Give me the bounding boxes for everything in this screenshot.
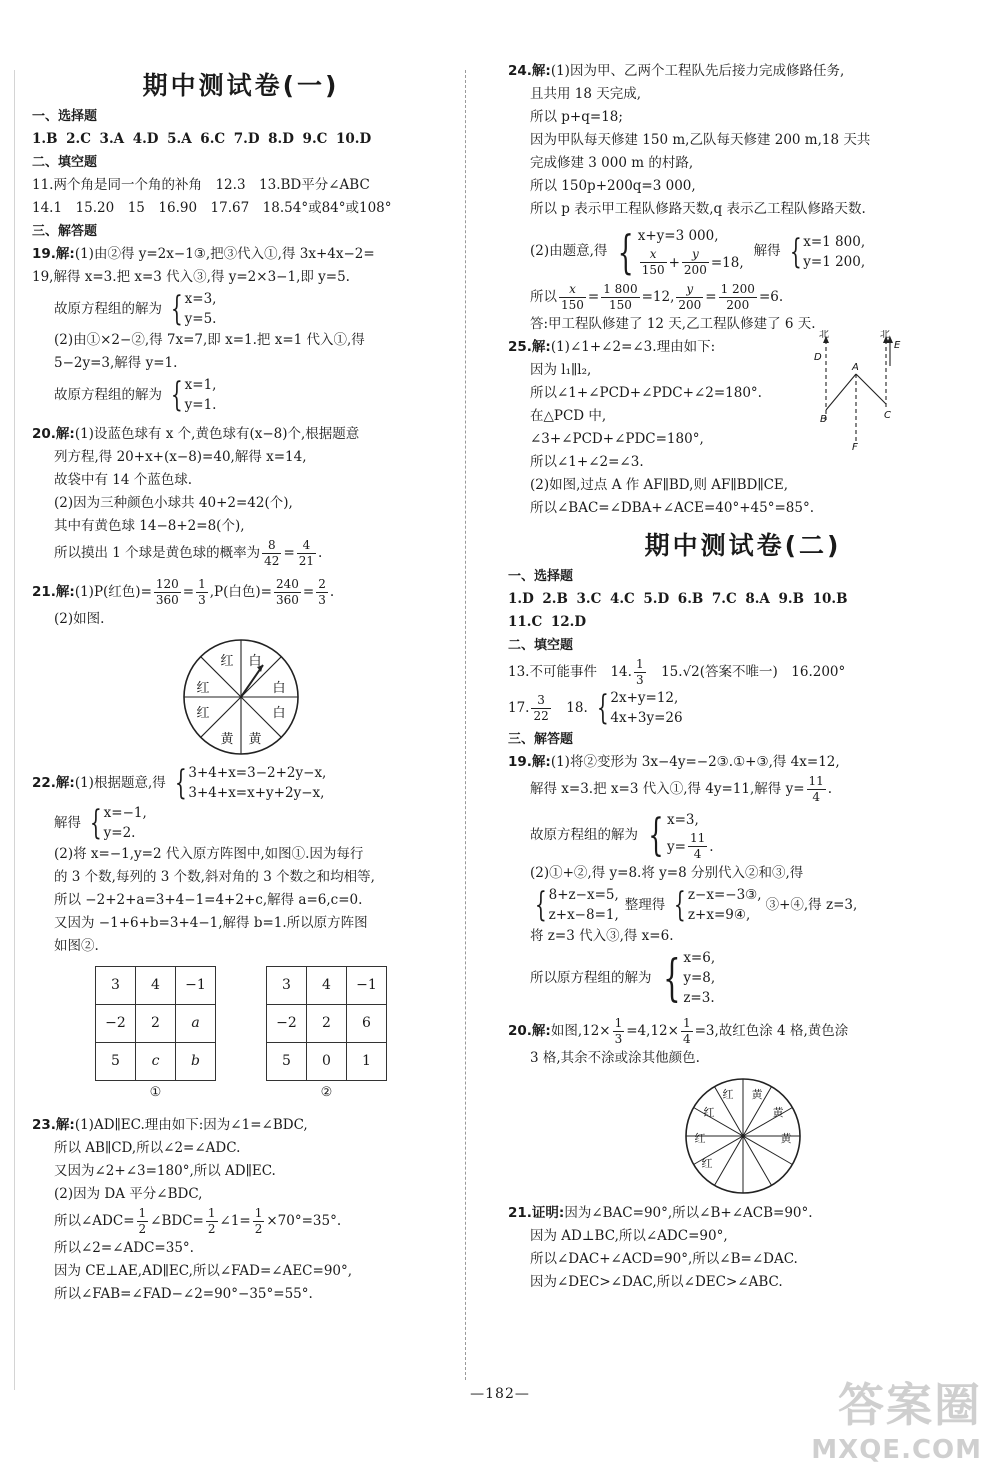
q24-line: 所以 p 表示甲工程队修路天数,q 表示乙工程队修路天数. [530,201,866,217]
e2-q20-line: 3 格,其余不涂或涂其他颜色. [530,1050,700,1066]
q20-line: 列方程,得 20+x+(x−8)=40,解得 x=14, [54,449,307,465]
e2-q19-line: (2)①+②,得 y=8.将 y=8 分别代入②和③,得 [530,865,804,881]
q21-label: 21.解: [32,584,75,600]
q20-line: 故袋中有 14 个蓝色球. [54,472,193,488]
mc-answer: 1.B [32,131,58,147]
q22-label: 22.解: [32,774,75,791]
q24-result: 所以 $\frac{x}{150}$ = $\frac{1 800}{150}$ =12, $\frac{y}{200}$ = $\frac{1 200}{200}$ =6. [530,282,784,312]
equation-system [166,289,216,329]
e2-q19-line: 19.解:(1)将②变形为 3x−4y=−2③.①+③,得 4x=12, [508,754,840,770]
mc-answer: 8.D [268,131,294,147]
sector-label: 黄 [220,732,234,747]
q20-line: (2)因为三种颜色小球共 40+2=42(个), [54,495,293,511]
grid-cell: 6 [347,1005,387,1043]
system-row: y=1 200, [803,253,866,270]
grid-cell: 1 [347,1043,387,1081]
spinner-wheel-12 [683,1076,803,1196]
fraction: $\frac{120}{360}$ [155,577,179,607]
q22-line: (2)将 x=−1,y=2 代入原方阵图中,如图①.因为每行 [54,846,364,862]
exam1-fill-line-2: 14.1 15.20 15 16.90 17.67 18.54°或84°或108° [32,200,392,216]
q19-line [32,243,450,266]
exam2-fill-line-1: 13.不可能事件 14. $\frac{1}{3}$ 15.√2(答案不唯一) 16.200° [508,657,846,687]
svg-text:F: F [852,442,858,450]
figure-caption: ① [149,1085,162,1100]
q25-geometry-figure [804,330,914,450]
e2-q20-spinner-figure [508,1076,978,1196]
svg-text:B: B [820,414,827,425]
sector-label: 红 [196,681,210,696]
q19-line: (2)由①×2−②,得 7x=7,即 x=1.把 x=1 代入①,得 [54,332,365,348]
margin-rule [14,70,15,1390]
sector-label: 黄 [248,732,262,747]
svg-text:C: C [884,410,891,421]
q23-line: (2)因为 DA 平分∠BDC, [54,1186,203,1202]
equation-system: { x=3, y= $\frac{11}{4}$ . [648,809,714,861]
fraction: $\frac{2}{3}$ [318,577,326,607]
q19-line: 19,解得 x=3.把 x=3 代入③,得 y=2×3−1,即 y=5. [32,269,350,285]
q22-solution: 解得 { x=−1, y=2. [54,803,147,843]
q23-line: 又因为∠2+∠3=180°,所以 AD∥EC. [54,1163,276,1179]
q24-line: 答:甲工程队修建了 12 天,乙工程队修建了 6 天. [530,316,816,332]
grid-cell: 5 [96,1043,136,1081]
q23-angle-calc: 所以∠ADC= $\frac{1}{2}$ ∠BDC= $\frac{1}{2}$ ∠1= $\frac{1}{2}$ ×70°=35°. [54,1206,342,1236]
q21-line: 21.解: (1)P(红色)= $\frac{120}{360}$ = $\frac{1}{3}$ ,P(白色)= $\frac{240}{360}$ = $\frac{2}{3}$ . [32,577,335,607]
e2-q21-line: 因为∠DEC>∠DAC,所以∠DEC>∠ABC. [530,1274,783,1290]
system-row: y=5. [184,311,217,327]
fraction: $\frac{1}{2}$ [207,1206,216,1236]
fraction: $\frac{1}{2}$ [254,1206,263,1236]
system-row: x=1 800, [803,233,866,250]
equation-system: { 8+z−x=5, z+x−8=1, [534,885,619,925]
q23-line: 所以∠FAB=∠FAD−∠2=90°−35°=55°. [54,1286,313,1302]
system-row: x=3, [184,291,217,307]
exam2-section-choice: 一、选择题 [508,569,574,584]
q24-line: 24.解:(1)因为甲、乙两个工程队先后接力完成修路任务, [508,63,845,79]
e2-q19-line: 将 z=3 代入③,得 x=6. [530,928,674,944]
brace-icon: { [534,885,547,925]
svg-text:红: 红 [694,1132,706,1145]
left-column [32,60,450,1306]
q19-text: (1)由②得 y=2x−1③,把③代入①,得 3x+4x−2= [74,246,375,262]
system-row: $\frac{x}{150}$ + $\frac{y}{200}$ =18, [641,247,744,277]
fraction: $\frac{4}{21}$ [298,538,315,568]
svg-text:E: E [894,340,901,351]
mc-answer: 10.D [335,131,372,147]
system-row: y=1. [184,397,217,413]
mc-answer: 9.C [302,131,328,147]
q25-line: 所以∠BAC=∠DBA+∠ACE=40°+45°=85°. [530,500,814,516]
sector-label: 白 [248,654,262,669]
exam2-section-solve: 三、解答题 [508,732,574,747]
q24-line: 因为甲队每天修建 150 m,乙队每天修建 200 m,18 天共 [530,132,871,148]
watermark-logo: 答案圈 MXQE.COM [811,1378,982,1465]
brace-icon: { [674,885,687,925]
exam1-section-choice: 一、选择题 [32,109,98,124]
system-row: x+y=3 000, [637,228,719,244]
q23-line: 所以 AB∥CD,所以∠2=∠ADC. [54,1140,241,1156]
q23-label: 23.解: [32,1117,75,1133]
equation-system [611,225,743,278]
e2-q19-systems: { 8+z−x=5, z+x−8=1, 整理得 { z−x=−3③, z+x=9④, ③+④,得 z=3, [508,885,978,925]
exam1-title: 期中测试卷(一) [142,71,340,100]
q20-text: 所以摸出 1 个球是黄色球的概率为 [54,545,261,561]
exam1-section-solve: 三、解答题 [32,224,98,239]
q25-line: 因为 l₁∥l₂, [530,362,592,378]
page-number: —182— [470,1386,530,1402]
q19-solution-1 [32,289,450,329]
q25-line: 25.解:(1)∠1+∠2=∠3.理由如下: [508,339,716,355]
magic-square-1 [95,966,216,1104]
system-row: 3+4+x=3−2+2y−x, [188,765,327,781]
svg-text:A: A [852,362,859,373]
brace-icon: { [648,809,664,861]
brace-icon: { [170,375,183,415]
grid-cell: 3 [96,967,136,1005]
equation-system: { 2x+y=12, 4x+3y=26 [596,688,683,728]
q25-line: 所以∠1+∠2=∠3. [530,454,644,470]
q22-line: 所以 −2+2+a=3+4−1=4+2+c,解得 a=6,c=0. [54,892,363,908]
q25-block [508,330,978,520]
brace-icon: { [789,231,802,272]
exam1-choice-answers [32,128,450,151]
system-row: x=−1, [103,805,147,821]
q20-label: 20.解: [32,426,75,442]
svg-text:黄: 黄 [772,1106,784,1119]
q23-line: 因为 CE⊥AE,AD∥EC,所以∠FAD=∠AEC=90°, [54,1263,353,1279]
svg-text:黄: 黄 [751,1088,763,1101]
e2-q19-solution-1: 故原方程组的解为 { x=3, y= $\frac{11}{4}$ . [530,809,714,861]
svg-text:D: D [814,352,822,363]
exam2-section-fill: 二、填空题 [508,638,574,653]
figure-caption: ② [320,1085,333,1100]
grid-cell: b [176,1043,216,1081]
q23-line: 23.解:(1)AD∥EC.理由如下:因为∠1=∠BDC, [32,1117,308,1133]
exam2-title: 期中测试卷(二) [644,531,842,560]
q20-text: (1)设蓝色球有 x 个,黄色球有(x−8)个,根据题意 [74,426,360,442]
sector-label: 红 [196,706,210,721]
equation-system [785,232,866,272]
q23-line: 所以∠2=∠ADC=35°. [54,1240,194,1256]
q24-label: 24.解: [508,63,551,79]
grid-cell: 4 [307,967,347,1005]
magic-square-figures [32,966,450,1104]
brace-icon: { [174,763,187,803]
q22-line: 如图②. [54,938,99,954]
svg-text:红: 红 [703,1106,715,1119]
grid-cell: −1 [176,967,216,1005]
exam1-fill-line-1: 11.两个角是同一个角的补角 12.3 13.BD平分∠ABC [32,177,370,193]
grid-cell: 5 [267,1043,307,1081]
fraction: $\frac{240}{360}$ [275,577,299,607]
q19-solution-text: 故原方程组的解为 [54,300,162,317]
e2-q20-line: 20.解: 如图,12× $\frac{1}{3}$ =4,12× $\frac{1}{4}$ =3,故红色涂 4 格,黄色涂 [508,1016,849,1046]
q22-line: 又因为 −1+6+b=3+4−1,解得 b=1.所以原方阵图 [54,915,368,931]
equation-system [85,803,147,843]
grid-cell: a [176,1005,216,1043]
q22-line: 22.解: (1)根据题意,得 { 3+4+x=3−2+2y−x, 3+4+x=x+y+2y−x, [32,763,327,803]
q21-line: (2)如图. [54,611,105,627]
q24-system: (2)由题意,得 { x+y=3 000, $\frac{x}{150}$ + $\frac{y}{200}$ =18, 解得 { x=1 800, y=1 200, [530,224,866,279]
sector-label: 红 [220,654,234,669]
mc-answer: 3.A [99,131,125,147]
svg-text:北: 北 [819,330,829,340]
exam2-fill-line-2: 17. $\frac{3}{22}$ 18. { 2x+y=12, 4x+3y=26 [508,688,683,728]
svg-text:红: 红 [722,1088,734,1101]
grid-cell: 2 [136,1005,176,1043]
grid-cell: 2 [307,1005,347,1043]
q21-spinner-figure [32,637,450,757]
column-divider [465,70,466,1380]
grid-cell: 0 [307,1043,347,1081]
e2-q19-solution-2: 所以原方程组的解为 { x=6, y=8, z=3. [530,949,716,1007]
sector-label: 白 [272,681,286,696]
fraction: $\frac{1}{3}$ [198,577,206,607]
q24-line: 完成修建 3 000 m 的村路, [530,155,694,171]
grid-cell: −2 [96,1005,136,1043]
svg-text:北: 北 [880,330,890,340]
q25-line: 在△PCD 中, [530,408,607,424]
spinner-wheel [181,637,301,757]
magic-square-2 [266,966,387,1104]
e2-q19-line: 解得 x=3.把 x=3 代入①,得 4y=11,解得 y= $\frac{11}{4}$ . [530,774,833,804]
q24-line: 所以 150p+200q=3 000, [530,178,696,194]
e2-q21-line: 21.证明:因为∠BAC=90°,所以∠B+∠ACB=90°. [508,1205,813,1221]
q25-line: 所以∠1+∠PCD+∠PDC+∠2=180°. [530,385,762,401]
grid-cell: 4 [136,967,176,1005]
exam1-section-fill: 二、填空题 [32,155,98,170]
q19-solution-text: 故原方程组的解为 [54,386,162,403]
svg-text:黄: 黄 [780,1132,792,1145]
fraction: $\frac{1}{2}$ [138,1206,147,1236]
e2-q21-line: 所以∠DAC+∠ACD=90°,所以∠B=∠DAC. [530,1251,798,1267]
q20-line: 其中有黄色球 14−8+2=8(个), [54,518,245,534]
grid-cell: c [136,1043,176,1081]
q19-label: 19.解: [32,246,75,262]
system-row: x=1, [184,377,217,393]
brace-icon: { [89,803,102,843]
equation-system [170,763,327,803]
exam2-choice-answers-2: 11.C 12.D [508,614,587,630]
equation-system: { x=6, y=8, z=3. [662,949,716,1007]
mc-answer: 6.C [200,131,226,147]
fraction: $\frac{8}{42}$ [264,538,280,568]
system-row: y=2. [103,825,136,841]
brace-icon: { [662,949,681,1007]
e2-q21-line: 因为 AD⊥BC,所以∠ADC=90°, [530,1228,728,1244]
brace-icon: { [618,224,635,279]
equation-system: { z−x=−3③, z+x=9④, [674,885,762,925]
q24-line: 所以 p+q=18; [530,109,623,125]
equation-system [166,375,216,415]
system-row: 3+4+x=x+y+2y−x, [188,785,325,801]
q25-line: (2)如图,过点 A 作 AF∥BD,则 AF∥BD∥CE, [530,477,789,493]
brace-icon: { [596,688,609,728]
q25-label: 25.解: [508,339,551,355]
q24-line: 且共用 18 天完成, [530,86,642,102]
q20-line [32,423,450,446]
grid-cell: −2 [267,1005,307,1043]
mc-answer: 5.A [167,131,192,147]
brace-icon: { [170,289,183,329]
exam2-choice-answers-1: 1.D 2.B 3.C 4.C 5.D 6.B 7.C 8.A 9.B 10.B [508,591,848,607]
mc-answer: 2.C [66,131,91,147]
q20-probability: 所以摸出 1 个球是黄色球的概率为 $\frac{8}{42}$ = $\frac{4}{21}$ . [54,538,323,568]
q19-line: 5−2y=3,解得 y=1. [54,355,178,371]
q25-line: ∠3+∠PCD+∠PDC=180°, [530,431,704,447]
grid-cell: 3 [267,967,307,1005]
svg-text:红: 红 [701,1157,713,1170]
right-column [508,60,978,1294]
grid-cell: −1 [347,967,387,1005]
q19-solution-2 [32,375,450,415]
mc-answer: 4.D [132,131,159,147]
q22-line: 的 3 个数,每列的 3 个数,斜对角的 3 个数之和均相等, [54,869,375,885]
mc-answer: 7.D [233,131,260,147]
sector-label: 白 [272,706,286,721]
